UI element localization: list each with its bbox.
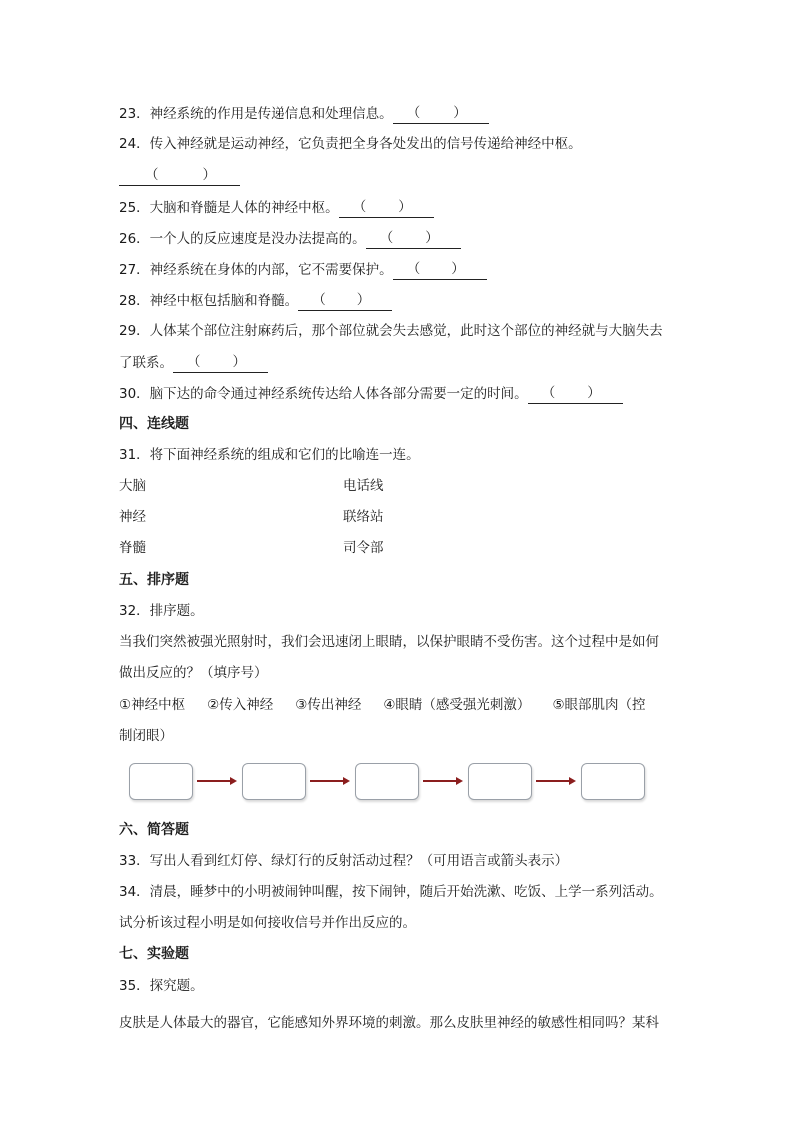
question-35-desc-1: 皮肤是人体最大的器官，它能感知外界环境的刺激。那么皮肤里神经的敏感性相同吗？某科	[119, 1015, 659, 1031]
section-heading-6: 六、简答题	[119, 822, 189, 838]
sequence-arrow-2	[310, 780, 348, 782]
question-32-options	[119, 695, 646, 715]
question-24: 24．传入神经就是运动神经，它负责把全身各处发出的信号传递给神经中枢。	[119, 136, 582, 152]
sequence-box-1[interactable]	[129, 763, 193, 800]
match-left-2[interactable]: 神经	[119, 509, 146, 525]
question-30: 30．脑下达的命令通过神经系统传达给人体各部分需要一定的时间。 （ ）	[119, 383, 623, 404]
sequence-arrow-4	[536, 780, 574, 782]
question-33: 33．写出人看到红灯停、绿灯行的反射活动过程？（可用语言或箭头表示）	[119, 853, 569, 869]
section-heading-7: 七、实验题	[119, 946, 189, 962]
sequence-arrow-1	[197, 780, 235, 782]
answer-blank-26[interactable]: （ ）	[366, 228, 461, 249]
sequence-box-2[interactable]	[242, 763, 306, 800]
match-right-2[interactable]: 联络站	[343, 509, 384, 525]
match-row-3[interactable]	[119, 538, 384, 558]
option-2: ②传入神经	[207, 697, 274, 713]
question-32-desc-2: 做出反应的？（填序号）	[119, 665, 268, 681]
section-heading-4: 四、连线题	[119, 416, 189, 432]
answer-blank-30[interactable]: （ ）	[528, 383, 623, 404]
question-23: 23．神经系统的作用是传递信息和处理信息。 （ ）	[119, 103, 489, 124]
option-4: ④眼睛（感受强光刺激）	[383, 697, 531, 713]
section-heading-5: 五、排序题	[119, 572, 189, 588]
sequence-box-5[interactable]	[581, 763, 645, 800]
option-3: ③传出神经	[295, 697, 362, 713]
answer-blank-29[interactable]: （ ）	[173, 352, 268, 373]
match-row-1[interactable]	[119, 476, 384, 496]
question-29-line2: 了联系。 （ ）	[119, 352, 268, 373]
answer-blank-24[interactable]: （ ）	[119, 165, 240, 186]
question-32-desc-1: 当我们突然被强光照射时，我们会迅速闭上眼睛，以保护眼睛不受伤害。这个过程中是如何	[119, 634, 659, 650]
match-left-3[interactable]: 脊髓	[119, 540, 146, 556]
answer-blank-25[interactable]: （ ）	[339, 197, 434, 218]
question-35: 35．探究题。	[119, 978, 204, 994]
sequence-box-3[interactable]	[355, 763, 419, 800]
question-34: 34．清晨，睡梦中的小明被闹钟叫醒，按下闹钟，随后开始洗漱、吃饭、上学一系列活动。	[119, 884, 663, 900]
answer-blank-28[interactable]: （ ）	[298, 290, 392, 311]
question-27: 27．神经系统在身体的内部，它不需要保护。 （ ）	[119, 259, 487, 280]
question-34-line2: 试分析该过程小明是如何接收信号并作出反应的。	[119, 915, 416, 931]
answer-blank-27[interactable]: （ ）	[393, 259, 487, 280]
question-29: 29．人体某个部位注射麻药后，那个部位就会失去感觉，此时这个部位的神经就与大脑失去	[119, 323, 663, 339]
question-32-options-line2: 制闭眼）	[119, 728, 173, 744]
sequence-box-4[interactable]	[468, 763, 532, 800]
question-26: 26．一个人的反应速度是没办法提高的。 （ ）	[119, 228, 461, 249]
option-5: ⑤眼部肌肉（控	[552, 697, 646, 713]
question-32: 32．排序题。	[119, 603, 204, 619]
question-31: 31．将下面神经系统的组成和它们的比喻连一连。	[119, 447, 420, 463]
answer-blank-23[interactable]: （ ）	[393, 103, 489, 124]
question-24-blank-line	[119, 165, 240, 186]
question-25: 25．大脑和脊髓是人体的神经中枢。 （ ）	[119, 197, 434, 218]
option-1: ①神经中枢	[119, 697, 186, 713]
match-row-2[interactable]	[119, 507, 384, 527]
sequence-arrow-3	[423, 780, 461, 782]
match-left-1[interactable]: 大脑	[119, 478, 146, 494]
match-right-1[interactable]: 电话线	[343, 478, 384, 494]
question-28: 28．神经中枢包括脑和脊髓。 （ ）	[119, 290, 392, 311]
sequence-diagram	[129, 763, 649, 801]
match-right-3[interactable]: 司令部	[343, 540, 384, 556]
